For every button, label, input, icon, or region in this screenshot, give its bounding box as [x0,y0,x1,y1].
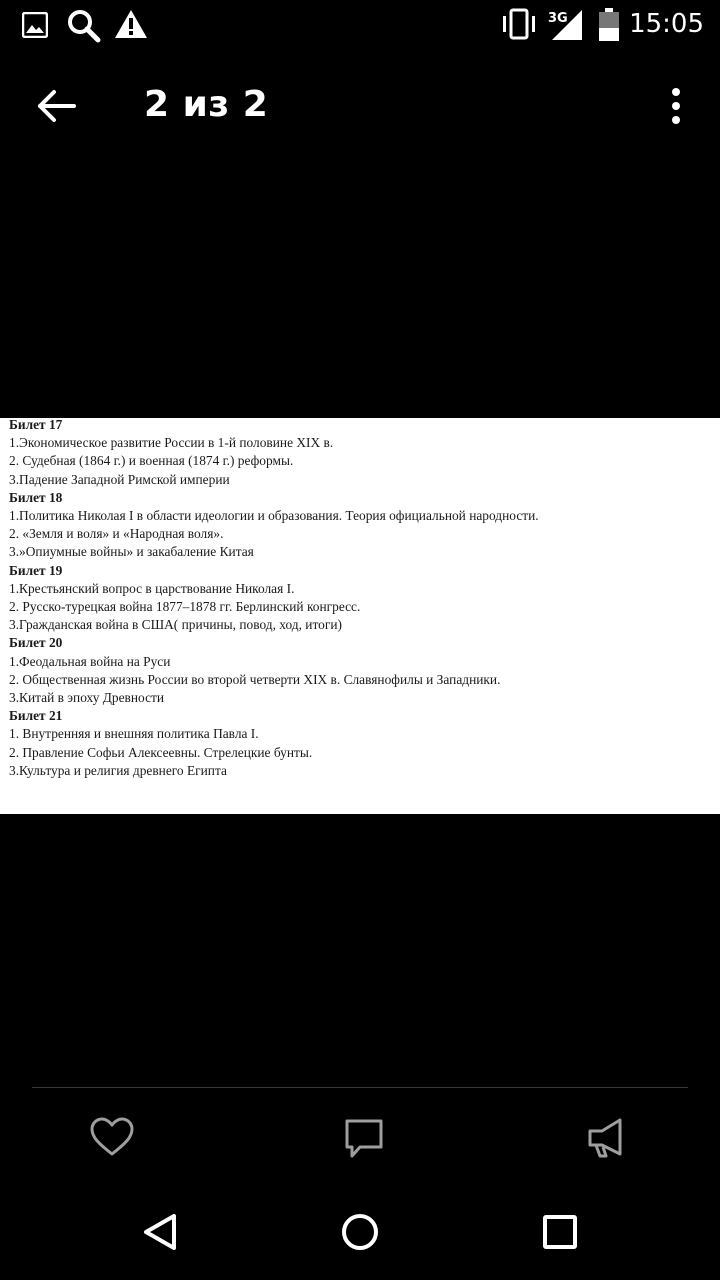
ticket-heading: Билет 19 [9,562,63,578]
status-time: 15:05 [629,9,704,39]
document-image[interactable] [0,418,720,814]
ticket-heading: Билет 18 [9,489,63,505]
back-button[interactable] [30,84,82,128]
action-bar-divider [32,1087,688,1088]
back-arrow-icon [30,84,82,128]
ticket-question: 1.Крестьянский вопрос в царствование Николая I. [9,580,295,596]
ticket-question: 1.Экономическое развитие России в 1-й половине XIX в. [9,435,334,451]
comment-button[interactable] [340,1114,388,1162]
page-counter-title: 2 из 2 [144,84,269,125]
back-triangle-icon [134,1204,190,1260]
network-type-label: 3G [548,11,568,26]
image-icon [22,12,48,38]
ticket-question: 3.Падение Западной Римской империи [9,471,230,487]
ticket-question: 2. Правление Софьи Алексеевны. Стрелецкие бунты. [9,744,313,760]
overflow-menu-button[interactable] [656,84,696,128]
signal-3g-icon [546,8,586,42]
like-button[interactable] [88,1114,136,1162]
app-bar [0,60,720,150]
recents-square-icon [532,1204,588,1260]
overflow-menu-icon [656,84,696,128]
status-bar [0,0,720,50]
home-circle-icon [332,1204,388,1260]
vibrate-icon [500,8,538,40]
ticket-question: 3.Гражданская война в США( причины, повод, ход, итоги) [9,617,342,633]
nav-back-button[interactable] [134,1204,190,1260]
heart-icon [88,1114,136,1162]
ticket-question: 2. Русско-турецкая война 1877–1878 гг. Берлинский конгресс. [9,599,361,614]
nav-home-button[interactable] [332,1204,388,1260]
battery-icon [598,8,620,42]
ticket-question: 3.Китай в эпоху Древности [9,690,165,705]
nav-recents-button[interactable] [532,1204,588,1260]
ticket-heading: Билет 21 [9,708,63,724]
warning-icon [114,9,148,39]
ticket-heading: Билет 17 [9,418,63,432]
ticket-question: 1. Внутренняя и внешняя политика Павла I. [9,726,259,742]
comment-icon [340,1114,388,1162]
ticket-question: 3.»Опиумные войны» и закабаление Китая [9,544,254,560]
ticket-question: 2. Общественная жизнь России во второй четверти XIX в. Славянофилы и Западники. [9,671,501,687]
ticket-question: 2. «Земля и воля» и «Народная воля». [9,526,224,542]
ticket-question: 1.Политика Николая I в области идеологии и образования. Теория официальной народности. [9,508,539,523]
search-icon [66,8,102,44]
ticket-question: 2. Судебная (1864 г.) и военная (1874 г.) реформы. [9,453,294,469]
share-button[interactable] [582,1114,630,1162]
ticket-question: 3.Культура и религия древнего Египта [9,762,227,778]
ticket-heading: Билет 20 [9,635,63,651]
megaphone-icon [582,1114,630,1162]
ticket-question: 1.Феодальная война на Руси [9,653,171,669]
